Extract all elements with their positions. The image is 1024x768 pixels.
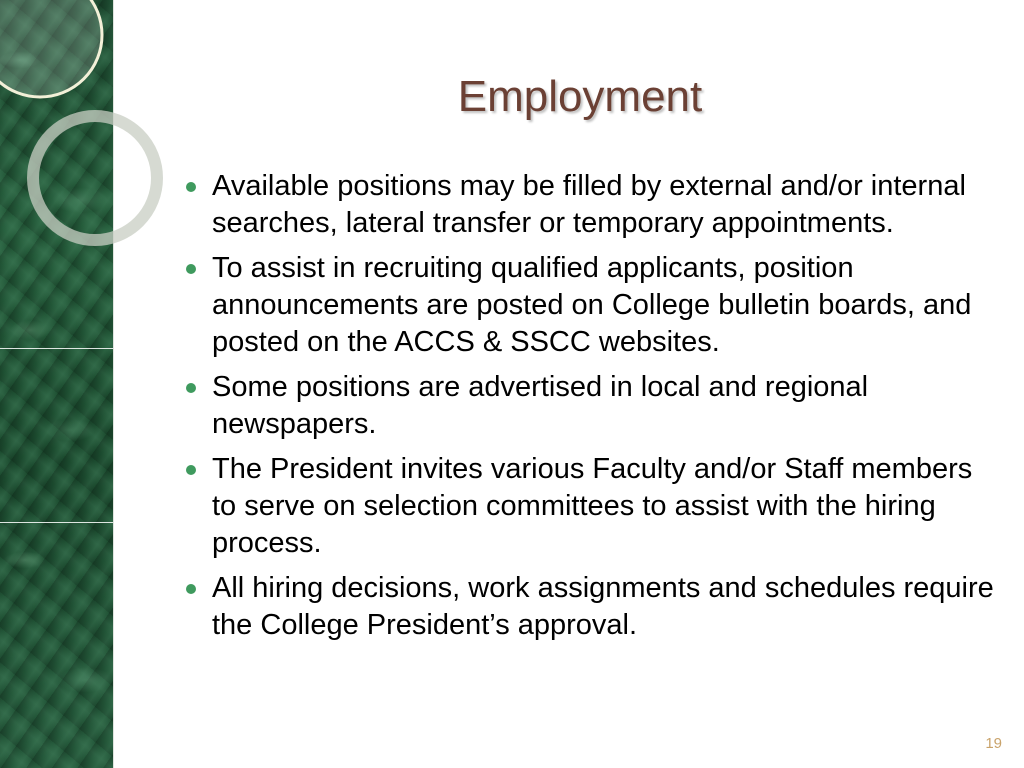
bullet-dot-icon — [186, 383, 196, 393]
bullet-text: Available positions may be filled by external and/or internal searches, lateral transfer or temporary appointments. — [212, 170, 966, 239]
bullet-item — [182, 369, 1002, 443]
bullet-item — [182, 570, 1002, 644]
bullet-text: All hiring decisions, work assignments and schedules require the College President’s approval. — [212, 572, 994, 641]
bullet-list — [182, 168, 1002, 652]
bullet-text: To assist in recruiting qualified applicants, position announcements are posted on College bulletin boards, and posted on the ACCS & SSCC websites. — [212, 252, 972, 358]
slide-title: Employment — [457, 72, 703, 121]
bullet-dot-icon — [186, 465, 196, 475]
strip-divider — [0, 522, 113, 523]
bullet-dot-icon — [186, 584, 196, 594]
bullet-item — [182, 451, 1002, 562]
bullet-dot-icon — [186, 264, 196, 274]
marble-decoration-strip — [0, 0, 113, 768]
strip-edge — [113, 0, 114, 768]
bullet-item — [182, 168, 1002, 242]
bullet-item — [182, 250, 1002, 361]
strip-divider — [0, 348, 113, 349]
bullet-text: Some positions are advertised in local and regional newspapers. — [212, 371, 869, 440]
bullet-dot-icon — [186, 182, 196, 192]
bullet-text: The President invites various Faculty and/or Staff members to serve on selection committees to assist with the hiring process. — [212, 453, 973, 559]
page-number: 19 — [985, 735, 1002, 752]
